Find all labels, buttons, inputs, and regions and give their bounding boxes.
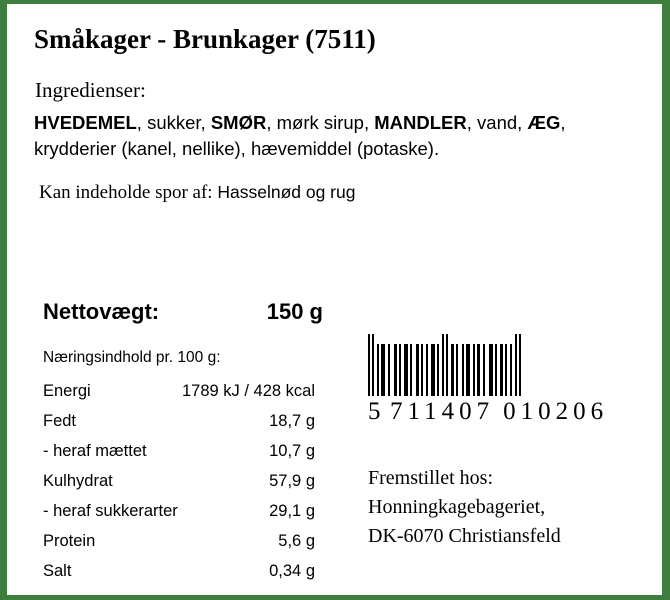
manufacturer-block xyxy=(368,464,648,551)
nutrition-value: 0,34 g xyxy=(269,561,315,580)
manufacturer-address: DK-6070 Christiansfeld xyxy=(368,525,561,547)
table-row xyxy=(43,466,315,496)
ingredients-line-2: krydderier (kanel, nellike), hævemiddel (potaske). xyxy=(34,138,440,159)
manufacturer-heading: Fremstillet hos: xyxy=(368,467,493,489)
nutrition-value: 10,7 g xyxy=(269,441,315,460)
barcode-bars-icon xyxy=(368,334,634,396)
ingredients-heading: Ingredienser: xyxy=(35,78,146,102)
nutrition-value: 5,6 g xyxy=(278,531,315,550)
ingredient-almonds: MANDLER xyxy=(374,112,467,133)
ingredients-list xyxy=(34,110,649,162)
label-content xyxy=(10,4,660,595)
barcode xyxy=(368,334,640,426)
ingredient-wheatflour: HVEDEMEL xyxy=(34,112,137,133)
nutrition-name: - heraf sukkerarter xyxy=(43,501,178,520)
barcode-number xyxy=(368,398,634,426)
ingredient-egg: ÆG xyxy=(527,112,561,133)
border-bottom xyxy=(0,595,670,600)
table-row xyxy=(43,526,315,556)
table-row xyxy=(43,406,315,436)
nutrition-heading: Næringsindhold pr. 100 g: xyxy=(43,349,221,366)
ingredients-sep-1: , sukker, xyxy=(136,112,211,133)
nutrition-name: Energi xyxy=(43,381,91,400)
page-title: Småkager - Brunkager (7511) xyxy=(34,24,376,54)
net-weight-value: 150 g xyxy=(266,299,323,324)
traces-value: Hasselnød og rug xyxy=(217,182,356,202)
barcode-left-digits: 711407 xyxy=(390,398,495,425)
nutrition-value: 1789 kJ / 428 kcal xyxy=(182,381,315,400)
manufacturer-name: Honningkagebageriet, xyxy=(368,496,546,518)
table-row xyxy=(43,376,315,406)
table-row xyxy=(43,436,315,466)
barcode-right-digits: 010206 xyxy=(503,398,609,425)
ingredient-butter: SMØR xyxy=(210,112,267,133)
ingredients-sep-4: , xyxy=(560,112,566,133)
nutrition-table xyxy=(43,376,315,586)
nutrition-name: - heraf mættet xyxy=(43,441,147,460)
border-right xyxy=(662,0,670,600)
nutrition-name: Salt xyxy=(43,561,72,580)
traces-label: Kan indeholde spor af: xyxy=(39,182,213,203)
ingredients-sep-3: , vand, xyxy=(466,112,528,133)
nutrition-value: 29,1 g xyxy=(269,501,315,520)
nutrition-name: Protein xyxy=(43,531,96,550)
nutrition-value: 18,7 g xyxy=(269,411,315,430)
ingredients-sep-2: , mørk sirup, xyxy=(266,112,375,133)
table-row xyxy=(43,556,315,586)
allergen-traces xyxy=(39,182,355,204)
net-weight xyxy=(43,299,323,325)
barcode-lead-digit: 5 xyxy=(368,398,383,425)
table-row xyxy=(43,496,315,526)
border-left xyxy=(0,0,7,600)
nutrition-name: Fedt xyxy=(43,411,77,430)
nutrition-value: 57,9 g xyxy=(269,471,315,490)
nutrition-name: Kulhydrat xyxy=(43,471,113,490)
net-weight-label: Nettovægt: xyxy=(43,299,160,324)
